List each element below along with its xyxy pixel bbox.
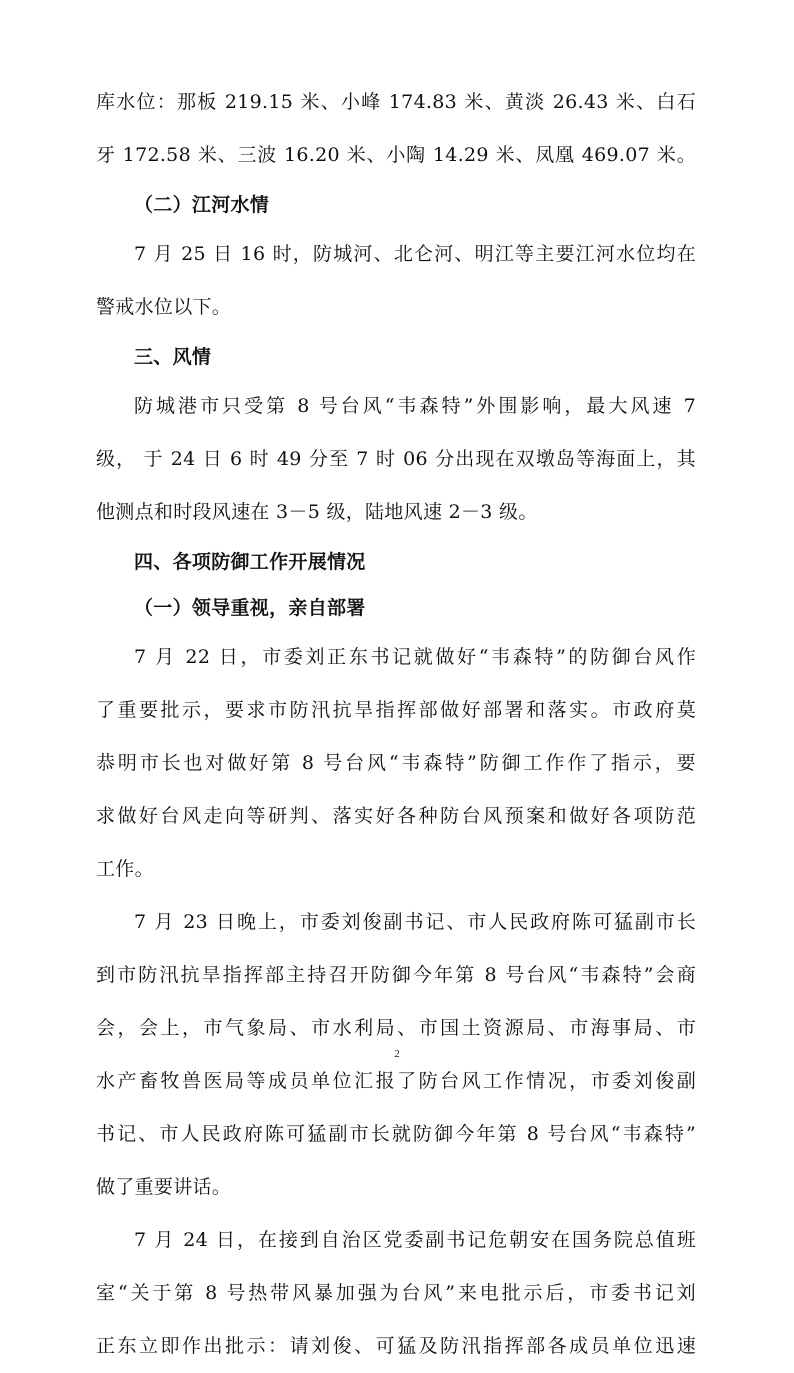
body-line-reservoir-levels-1: 库水位：那板 219.15 米、小峰 174.83 米、黄淡 26.43 米、白石 — [96, 91, 696, 113]
body-line-instruction-1: 7 月 24 日，在接到自治区党委副书记危朝安在国务院总值班 — [134, 1229, 696, 1251]
body-line-wind-2: 级， 于 24 日 6 时 49 分至 7 时 06 分出现在双墩岛等海面上，其 — [96, 448, 696, 470]
body-line-meeting-5: 书记、市人民政府陈可猛副市长就防御今年第 8 号台风“韦森特” — [96, 1123, 696, 1145]
body-line-leadership-1: 7 月 22 日，市委刘正东书记就做好“韦森特”的防御台风作 — [134, 646, 696, 668]
body-line-river-1: 7 月 25 日 16 时，防城河、北仑河、明江等主要江河水位均在 — [134, 243, 696, 265]
body-line-instruction-3: 正东立即作出批示：请刘俊、可猛及防汛指挥部各成员单位迅速 — [96, 1335, 696, 1357]
body-line-meeting-4: 水产畜牧兽医局等成员单位汇报了防台风工作情况，市委刘俊副 — [96, 1070, 696, 1092]
section-heading-defense-work: 四、各项防御工作开展情况 — [134, 551, 366, 573]
body-line-river-2: 警戒水位以下。 — [96, 296, 232, 318]
section-heading-river-water: （二）江河水情 — [134, 194, 270, 216]
body-line-reservoir-levels-2: 牙 172.58 米、三波 16.20 米、小陶 14.29 米、凤凰 469.07 米。 — [96, 144, 696, 166]
body-line-leadership-5: 工作。 — [96, 858, 154, 880]
body-line-leadership-3: 恭明市长也对做好第 8 号台风“韦森特”防御工作作了指示，要 — [96, 752, 696, 774]
body-line-meeting-1: 7 月 23 日晚上，市委刘俊副书记、市人民政府陈可猛副市长 — [134, 911, 696, 933]
document-body — [96, 76, 696, 1373]
body-line-leadership-4: 求做好台风走向等研判、落实好各种防台风预案和做好各项防范 — [96, 805, 696, 827]
page-number: 2 — [394, 1048, 400, 1060]
body-line-wind-3: 他测点和时段风速在 3－5 级，陆地风速 2－3 级。 — [96, 501, 538, 523]
body-line-meeting-6: 做了重要讲话。 — [96, 1176, 232, 1198]
subsection-heading-leadership: （一）领导重视，亲自部署 — [134, 597, 366, 619]
body-line-meeting-2: 到市防汛抗旱指挥部主持召开防御今年第 8 号台风“韦森特”会商 — [96, 964, 696, 986]
body-line-leadership-2: 了重要批示，要求市防汛抗旱指挥部做好部署和落实。市政府莫 — [96, 699, 696, 721]
body-line-wind-1: 防城港市只受第 8 号台风“韦森特”外围影响，最大风速 7 — [134, 395, 696, 417]
section-heading-wind: 三、风情 — [134, 346, 212, 368]
body-line-meeting-3: 会，会上，市气象局、市水利局、市国土资源局、市海事局、市 — [96, 1017, 696, 1039]
body-line-instruction-2: 室“关于第 8 号热带风暴加强为台风”来电批示后，市委书记刘 — [96, 1282, 696, 1304]
